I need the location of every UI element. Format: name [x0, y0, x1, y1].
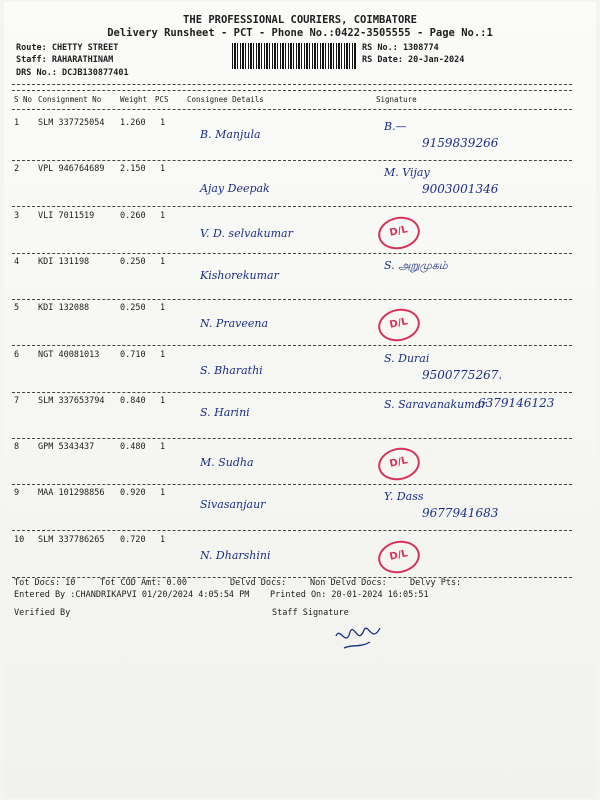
consignee-name: S. Bharathi	[200, 363, 263, 377]
recipient-signature: Y. Dass	[384, 490, 424, 504]
row-pcs: 1	[160, 442, 166, 453]
row-sno: 5	[14, 303, 20, 314]
verified-by: Verified By	[14, 608, 71, 618]
entered-by: Entered By :CHANDRIKAPVI 01/20/2024 4:05:54 PM	[14, 590, 250, 600]
row-sno: 10	[14, 534, 25, 545]
dl-stamp: D/L	[375, 213, 423, 253]
divider	[12, 84, 572, 85]
col-weight: Weight	[120, 95, 148, 104]
row-pcs: 1	[160, 210, 166, 221]
divider	[12, 90, 572, 91]
row-sno: 8	[14, 442, 20, 453]
row-divider	[12, 206, 572, 207]
recipient-phone: 9500775267.	[422, 367, 503, 382]
delvy-pts: Delvy Pts:	[410, 578, 462, 588]
recipient-signature: S. Durai	[384, 351, 430, 365]
row-weight: 0.840	[120, 395, 146, 406]
row-weight: 0.250	[120, 256, 146, 267]
row-divider	[12, 484, 572, 485]
drs-number: DRS No.: DCJB130877401	[16, 68, 129, 78]
consignee-name: Kishorekumar	[200, 268, 279, 282]
row-consignment: KDI 132088	[38, 303, 90, 314]
staff-label: Staff: RAHARATHINAM	[16, 55, 114, 65]
tot-cod: Tot COD Amt: 0.00	[100, 578, 187, 588]
route-label: Route: CHETTY STREET	[16, 43, 119, 53]
consignee-name: V. D. selvakumar	[200, 226, 293, 240]
row-pcs: 1	[160, 534, 166, 545]
row-divider	[12, 392, 572, 393]
row-divider	[12, 577, 572, 578]
recipient-signature: M. Vijay	[384, 166, 430, 180]
runsheet-subtitle: Delivery Runsheet - PCT - Phone No.:0422-3505555 - Page No.:1	[107, 27, 493, 39]
table-row	[0, 396, 600, 442]
col-consignee: Consignee Details	[187, 95, 264, 104]
row-pcs: 1	[160, 488, 166, 499]
row-pcs: 1	[160, 118, 166, 128]
consignee-name: N. Praveena	[200, 317, 269, 331]
row-weight: 0.720	[120, 534, 146, 545]
recipient-phone: 9677941683	[422, 506, 499, 521]
consignee-name: Ajay Deepak	[200, 182, 270, 196]
row-sno: 1	[14, 118, 20, 128]
row-divider	[12, 438, 572, 439]
company-title: THE PROFESSIONAL COURIERS, COIMBATORE	[183, 14, 417, 26]
row-pcs: 1	[160, 349, 166, 360]
col-pcs: PCS	[155, 95, 169, 104]
rs-number: RS No.: 1308774	[362, 43, 439, 53]
row-pcs: 1	[160, 395, 166, 406]
row-weight: 0.260	[120, 210, 146, 221]
row-sno: 7	[14, 395, 20, 406]
printed-on: Printed On: 20-01-2024 16:05:51	[270, 590, 429, 600]
consignee-name: B. Manjula	[200, 128, 261, 141]
barcode	[232, 43, 356, 69]
row-consignment: VLI 7011519	[38, 210, 95, 221]
table-row	[0, 118, 600, 164]
row-pcs: 1	[160, 256, 166, 267]
row-divider	[12, 345, 572, 346]
table-row	[0, 303, 600, 349]
non-delvd-docs: Non Delvd Docs:	[310, 578, 387, 588]
row-consignment: SLM 337653794	[38, 395, 105, 406]
row-pcs: 1	[160, 164, 166, 175]
row-sno: 6	[14, 349, 20, 360]
table-row	[0, 257, 600, 303]
dl-stamp: D/L	[375, 444, 423, 484]
recipient-phone: 6379146123	[478, 395, 555, 410]
row-consignment: SLM 337725054	[38, 118, 105, 128]
row-sno: 4	[14, 256, 20, 267]
recipient-signature: S. Saravanakumar	[384, 397, 487, 411]
row-consignment: NGT 40081013	[38, 349, 100, 360]
divider	[12, 109, 572, 110]
dl-stamp: D/L	[375, 305, 423, 345]
row-divider	[12, 530, 572, 531]
row-sno: 9	[14, 488, 20, 499]
table-row	[0, 442, 600, 488]
staff-signature-scrawl	[330, 618, 390, 658]
table-row	[0, 211, 600, 257]
recipient-signature: S. அறுமுகம்	[384, 258, 448, 272]
recipient-phone: 9003001346	[422, 182, 499, 197]
recipient-signature: B.—	[384, 120, 407, 133]
row-sno: 3	[14, 210, 20, 221]
consignee-name: N. Dharshini	[200, 548, 271, 562]
staff-signature-label: Staff Signature	[272, 608, 349, 618]
rs-date: RS Date: 20-Jan-2024	[362, 55, 465, 65]
dl-stamp: D/L	[375, 537, 423, 577]
row-pcs: 1	[160, 303, 166, 314]
consignee-name: M. Sudha	[200, 456, 254, 470]
row-weight: 1.260	[120, 118, 146, 128]
row-divider	[12, 160, 572, 161]
row-weight: 0.480	[120, 442, 146, 453]
row-divider	[12, 299, 572, 300]
row-weight: 0.250	[120, 303, 146, 314]
table-row	[0, 535, 600, 581]
row-divider	[12, 253, 572, 254]
row-sno: 2	[14, 164, 20, 175]
row-consignment: KDI 131198	[38, 256, 90, 267]
row-consignment: VPL 946764689	[38, 164, 105, 175]
recipient-phone: 9159839266	[422, 136, 499, 150]
table-row	[0, 350, 600, 396]
tot-docs: Tot Docs: 10	[14, 578, 76, 588]
table-row	[0, 488, 600, 534]
row-weight: 2.150	[120, 164, 146, 175]
row-weight: 0.710	[120, 349, 146, 360]
row-consignment: SLM 337786265	[38, 534, 105, 545]
row-consignment: GPM 5343437	[38, 442, 95, 453]
table-row	[0, 164, 600, 210]
col-consignment: Consignment No	[38, 95, 102, 104]
row-weight: 0.920	[120, 488, 146, 499]
consignee-name: Sivasanjaur	[200, 498, 266, 512]
col-signature: Signature	[376, 95, 417, 104]
delvd-docs: Delvd Docs:	[230, 578, 287, 588]
consignee-name: S. Harini	[200, 405, 250, 419]
row-consignment: MAA 101298856	[38, 488, 105, 499]
col-sno: S No	[14, 95, 33, 104]
